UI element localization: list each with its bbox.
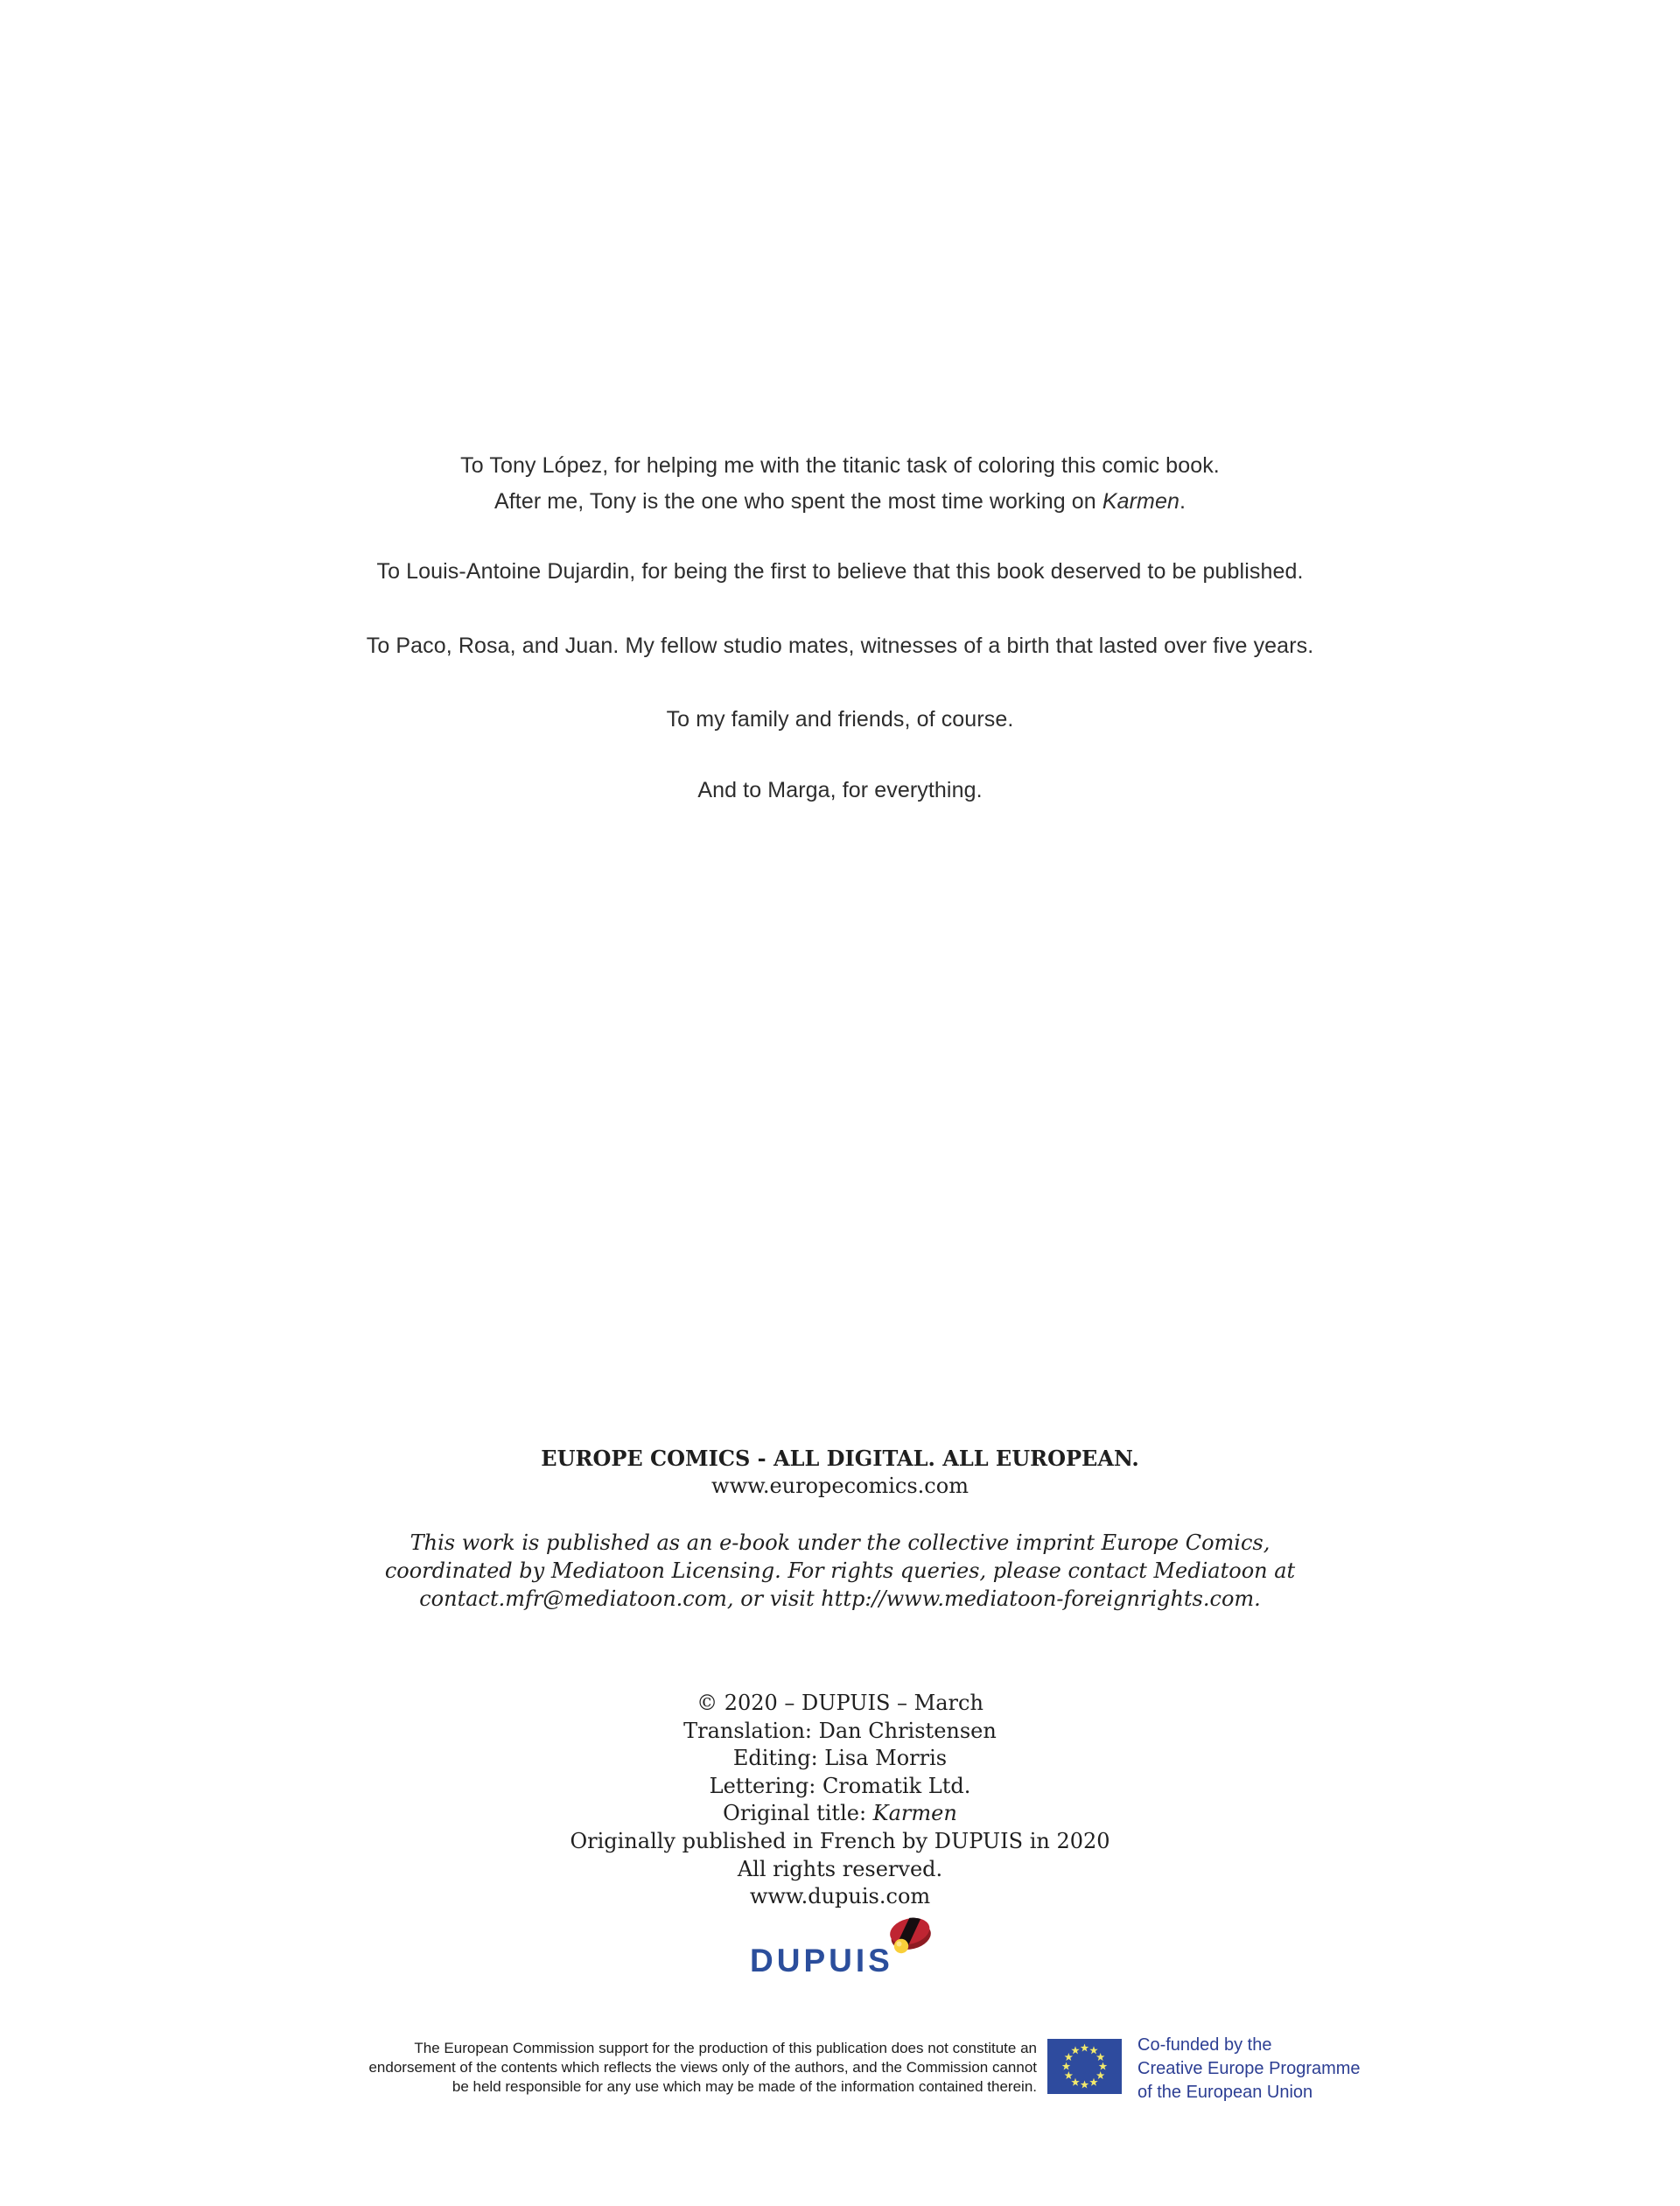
eu-funding-line-3: of the European Union <box>1138 2083 1313 2102</box>
copyright-line: © 2020 – DUPUIS – March <box>696 1691 984 1715</box>
ec-disclaimer-line-2: endorsement of the contents which reflects the views only of the authors, and the Commission cannot <box>368 2059 1037 2076</box>
ec-disclaimer <box>368 2039 1037 2097</box>
europe-comics-heading: EUROPE COMICS - ALL DIGITAL. ALL EUROPEAN. <box>541 1446 1139 1471</box>
rights-line: All rights reserved. <box>737 1856 943 1881</box>
dedication-line-1: To Tony López, for helping me with the titanic task of coloring this comic book. <box>460 453 1220 478</box>
translation-credit: Translation: Dan Christensen <box>683 1718 997 1743</box>
europe-comics-website: www.europecomics.com <box>711 1474 969 1498</box>
imprint-line-2: coordinated by Mediatoon Licensing. For rights queries, please contact Mediatoon at <box>384 1558 1296 1583</box>
lettering-credit: Lettering: Cromatik Ltd. <box>709 1773 971 1798</box>
eu-funding-line-2: Creative Europe Programme <box>1138 2059 1361 2078</box>
publication-line: Originally published in French by DUPUIS in 2020 <box>570 1828 1110 1853</box>
dupuis-logo <box>750 1915 934 1978</box>
eu-funding-note <box>1138 2034 1361 2104</box>
copyright-block <box>0 1690 1680 1911</box>
eu-funding-line-1: Co-funded by the <box>1138 2035 1272 2055</box>
dedication-line-5: To my family and friends, of course. <box>666 707 1014 732</box>
imprint-line-1: This work is published as an e-book under the collective imprint Europe Comics, <box>410 1530 1270 1555</box>
dedication-line-4: To Paco, Rosa, and Juan. My fellow studio mates, witnesses of a birth that lasted over five years. <box>366 634 1314 658</box>
dupuis-wordmark: DUPUIS <box>750 1943 893 1978</box>
dedication-line-6: And to Marga, for everything. <box>697 778 983 802</box>
imprint-line-3: contact.mfr@mediatoon.com, or visit http://www.mediatoon-foreignrights.com. <box>419 1586 1261 1611</box>
original-title-line <box>0 1800 1680 1828</box>
original-title-value: Karmen <box>872 1801 957 1826</box>
dupuis-puck-icon <box>886 1915 934 1957</box>
dedication-line-2-text: After me, Tony is the one who spent the most time working on <box>494 489 1102 514</box>
ec-disclaimer-line-1: The European Commission support for the production of this publication does not constitute an <box>414 2040 1037 2056</box>
dedication-line-2-period: . <box>1179 489 1186 514</box>
dedication-line-2-title: Karmen <box>1102 489 1180 514</box>
dupuis-website: www.dupuis.com <box>749 1884 931 1909</box>
ec-disclaimer-line-3: be held responsible for any use which may be made of the information contained therein. <box>452 2078 1037 2095</box>
imprint-notice <box>0 1529 1680 1613</box>
eu-flag-icon <box>1047 2039 1122 2094</box>
dedication-line-3: To Louis-Antoine Dujardin, for being the first to believe that this book deserved to be published. <box>376 559 1304 584</box>
editing-credit: Editing: Lisa Morris <box>732 1746 948 1771</box>
original-title-label: Original title: <box>723 1801 873 1826</box>
dedication-line-2 <box>0 489 1680 514</box>
